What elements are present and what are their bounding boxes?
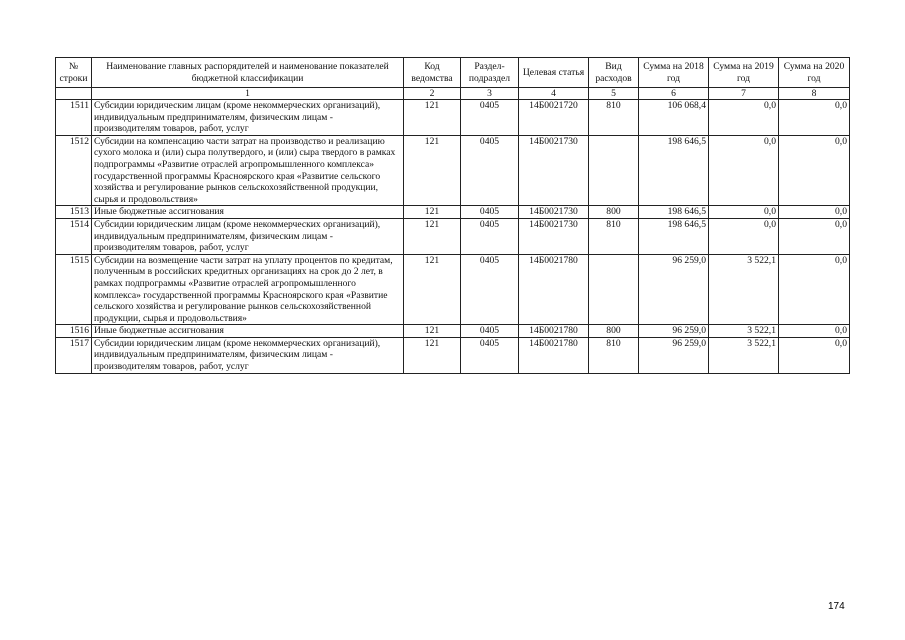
row-number-cell: 1517 <box>56 337 92 373</box>
header-sum-2019: Сумма на 2019 год <box>709 58 779 88</box>
sum-2020-cell: 0,0 <box>779 100 850 136</box>
column-number: 6 <box>639 88 709 100</box>
sum-2020-cell: 0,0 <box>779 325 850 338</box>
dept-code-cell: 121 <box>404 337 461 373</box>
header-row <box>56 58 850 88</box>
sum-2020-cell: 0,0 <box>779 337 850 373</box>
name-cell: Субсидии на компенсацию части затрат на производство и реализацию сухого молока и (или) сыра полутвердого, и (или) сыра твердого в рамках подпрограммы «Развитие отраслей агропромышленного комплекса» государственной программы Красноярского края «Развитие сельского хозяйства и регулирование рынков сельскохозяйственной продукции, сырья и продовольствия» <box>92 135 404 206</box>
dept-code-cell: 121 <box>404 325 461 338</box>
sum-2020-cell: 0,0 <box>779 218 850 254</box>
target-article-cell: 14Б0021730 <box>519 206 589 219</box>
target-article-cell: 14Б0021780 <box>519 337 589 373</box>
dept-code-cell: 121 <box>404 206 461 219</box>
column-number: 5 <box>589 88 639 100</box>
dept-code-cell: 121 <box>404 135 461 206</box>
dept-code-cell: 121 <box>404 218 461 254</box>
header-sum-2020: Сумма на 2020 год <box>779 58 850 88</box>
sum-2019-cell: 3 522,1 <box>709 325 779 338</box>
sum-2018-cell: 106 068,4 <box>639 100 709 136</box>
header-target-article: Целевая статья <box>519 58 589 88</box>
target-article-cell: 14Б0021730 <box>519 135 589 206</box>
section-cell: 0405 <box>461 218 519 254</box>
name-cell: Субсидии юридическим лицам (кроме некоммерческих организаций), индивидуальным предпринимателям, физическим лицам - производителям товаров, работ, услуг <box>92 337 404 373</box>
table-row <box>56 100 850 136</box>
table-body <box>56 88 850 374</box>
section-cell: 0405 <box>461 254 519 325</box>
header-section: Раздел-подраздел <box>461 58 519 88</box>
expense-type-cell <box>589 135 639 206</box>
sum-2019-cell: 0,0 <box>709 100 779 136</box>
dept-code-cell: 121 <box>404 254 461 325</box>
table-row <box>56 206 850 219</box>
expense-type-cell: 810 <box>589 100 639 136</box>
sum-2018-cell: 96 259,0 <box>639 325 709 338</box>
header-row-number: № строки <box>56 58 92 88</box>
column-number: 3 <box>461 88 519 100</box>
column-number: 2 <box>404 88 461 100</box>
header-dept-code: Код ведомства <box>404 58 461 88</box>
name-cell: Иные бюджетные ассигнования <box>92 325 404 338</box>
header-sum-2018: Сумма на 2018 год <box>639 58 709 88</box>
row-number-cell: 1514 <box>56 218 92 254</box>
expense-type-cell: 800 <box>589 325 639 338</box>
section-cell: 0405 <box>461 337 519 373</box>
expense-type-cell <box>589 254 639 325</box>
sum-2020-cell: 0,0 <box>779 206 850 219</box>
name-cell: Иные бюджетные ассигнования <box>92 206 404 219</box>
table-row <box>56 325 850 338</box>
column-number-row <box>56 88 850 100</box>
sum-2019-cell: 0,0 <box>709 135 779 206</box>
table-row <box>56 135 850 206</box>
table-row <box>56 337 850 373</box>
expense-type-cell: 800 <box>589 206 639 219</box>
budget-table <box>55 57 850 374</box>
section-cell: 0405 <box>461 206 519 219</box>
dept-code-cell: 121 <box>404 100 461 136</box>
column-number: 7 <box>709 88 779 100</box>
expense-type-cell: 810 <box>589 218 639 254</box>
sum-2018-cell: 198 646,5 <box>639 206 709 219</box>
sum-2019-cell: 3 522,1 <box>709 337 779 373</box>
section-cell: 0405 <box>461 135 519 206</box>
row-number-cell: 1513 <box>56 206 92 219</box>
page-number: 174 <box>828 601 845 612</box>
sum-2020-cell: 0,0 <box>779 135 850 206</box>
sum-2018-cell: 96 259,0 <box>639 254 709 325</box>
table-row <box>56 218 850 254</box>
section-cell: 0405 <box>461 100 519 136</box>
name-cell: Субсидии на возмещение части затрат на уплату процентов по кредитам, полученным в российских кредитных организациях на срок до 2 лет, в рамках подпрограммы «Развитие отраслей агропромышленного комплекса» государственной программы Красноярского края «Развитие сельского хозяйства и регулирование рынков сельскохозяйственной продукции, сырья и продовольствия» <box>92 254 404 325</box>
section-cell: 0405 <box>461 325 519 338</box>
column-number: 1 <box>92 88 404 100</box>
expense-type-cell: 810 <box>589 337 639 373</box>
column-number: 8 <box>779 88 850 100</box>
name-cell: Субсидии юридическим лицам (кроме некоммерческих организаций), индивидуальным предпринимателям, физическим лицам - производителям товаров, работ, услуг <box>92 100 404 136</box>
target-article-cell: 14Б0021780 <box>519 325 589 338</box>
header-expense-type: Вид расходов <box>589 58 639 88</box>
target-article-cell: 14Б0021720 <box>519 100 589 136</box>
column-number <box>56 88 92 100</box>
row-number-cell: 1511 <box>56 100 92 136</box>
row-number-cell: 1515 <box>56 254 92 325</box>
table-row <box>56 254 850 325</box>
row-number-cell: 1516 <box>56 325 92 338</box>
sum-2019-cell: 0,0 <box>709 218 779 254</box>
sum-2018-cell: 198 646,5 <box>639 135 709 206</box>
sum-2019-cell: 0,0 <box>709 206 779 219</box>
sum-2018-cell: 96 259,0 <box>639 337 709 373</box>
name-cell: Субсидии юридическим лицам (кроме некоммерческих организаций), индивидуальным предпринимателям, физическим лицам - производителям товаров, работ, услуг <box>92 218 404 254</box>
sum-2019-cell: 3 522,1 <box>709 254 779 325</box>
sum-2018-cell: 198 646,5 <box>639 218 709 254</box>
header-name: Наименование главных распорядителей и наименование показателей бюджетной классификации <box>92 58 404 88</box>
column-number: 4 <box>519 88 589 100</box>
target-article-cell: 14Б0021780 <box>519 254 589 325</box>
sum-2020-cell: 0,0 <box>779 254 850 325</box>
row-number-cell: 1512 <box>56 135 92 206</box>
target-article-cell: 14Б0021730 <box>519 218 589 254</box>
